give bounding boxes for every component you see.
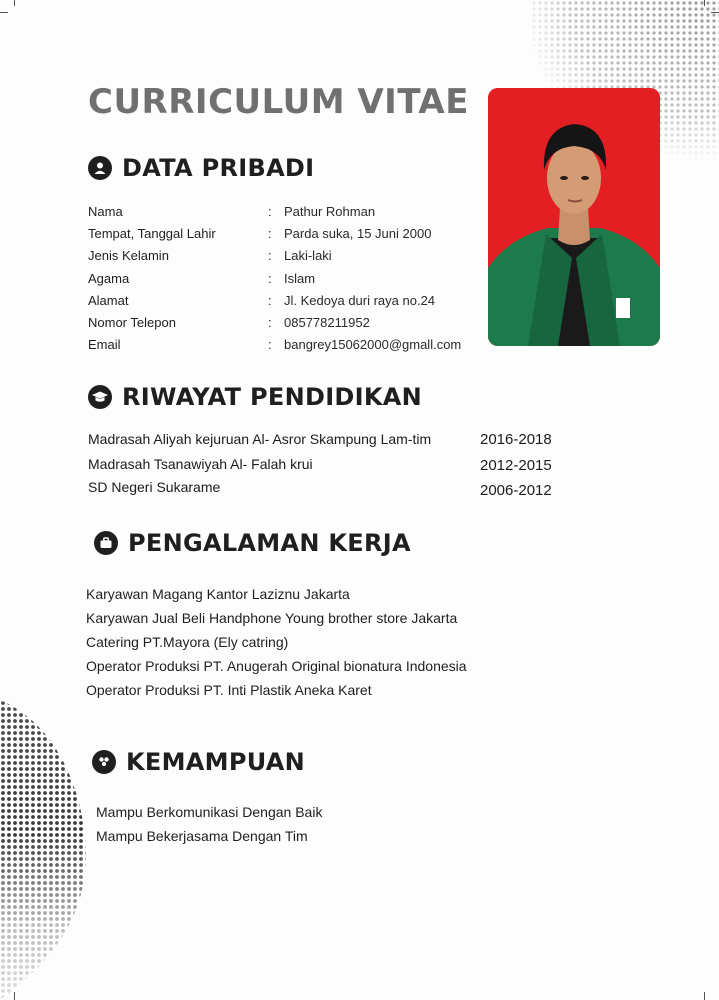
info-separator: : [268,315,272,331]
info-value: bangrey15062000@gmall.com [284,337,462,353]
list-item: Karyawan Jual Beli Handphone Young brother store Jakarta [86,610,458,626]
info-label: Nama [88,203,123,219]
info-label: Email [88,337,121,353]
info-row [88,267,488,289]
info-label: Agama [88,270,130,286]
info-separator: : [268,225,272,241]
section-heading-pengalaman-kerja [94,529,411,557]
education-item [88,431,588,456]
school-name: SD Negeri Sukarame [88,479,221,495]
info-row [88,334,488,356]
section-title: KEMAMPUAN [126,748,306,776]
info-separator: : [268,270,272,286]
info-row [88,311,488,333]
info-label: Tempat, Tanggal Lahir [88,225,216,241]
info-separator: : [268,248,272,264]
education-list [88,431,588,506]
info-separator: : [268,337,272,353]
info-value: Laki-laki [284,248,332,264]
info-label: Nomor Telepon [88,315,176,331]
crop-mark [14,0,15,6]
education-item [88,481,588,506]
info-row [88,222,488,244]
info-value: Jl. Kedoya duri raya no.24 [284,292,436,308]
profile-photo [488,88,660,346]
section-heading-riwayat-pendidikan [88,383,422,411]
info-label: Jenis Kelamin [88,248,169,264]
section-title: RIWAYAT PENDIDIKAN [122,383,423,411]
section-heading-kemampuan [92,748,305,776]
school-years: 2006-2012 [480,482,552,499]
list-item: Karyawan Magang Kantor Laziznu Jakarta [86,586,350,602]
list-item: Mampu Berkomunikasi Dengan Baik [96,804,323,820]
graduation-cap-icon [88,385,112,409]
section-title: PENGALAMAN KERJA [128,529,411,557]
education-item [88,456,588,481]
info-value: Islam [284,270,316,286]
info-value: Parda suka, 15 Juni 2000 [284,225,432,241]
list-item: Operator Produksi PT. Anugerah Original bionatura Indonesia [86,658,467,674]
people-icon [92,750,116,774]
list-item: Mampu Bekerjasama Dengan Tim [96,828,308,844]
info-row [88,245,488,267]
list-item: Catering PT.Mayora (Ely catring) [86,634,289,650]
section-title: DATA PRIBADI [122,154,315,182]
info-value: Pathur Rohman [284,203,376,219]
crop-mark [704,992,705,1000]
info-value: 085778211952 [284,315,370,331]
school-years: 2012-2015 [480,457,552,474]
skills-list [96,804,322,852]
halftone-decoration-left [0,700,90,1000]
info-separator: : [268,203,272,219]
info-label: Alamat [88,292,129,308]
crop-mark [0,12,8,13]
school-years: 2016-2018 [480,431,552,448]
briefcase-icon [94,531,118,555]
user-icon [88,156,112,180]
work-experience-list [86,586,467,706]
section-heading-data-pribadi [88,154,314,182]
list-item: Operator Produksi PT. Inti Plastik Aneka Karet [86,682,372,698]
info-row [88,289,488,311]
school-name: Madrasah Tsanawiyah Al- Falah krui [88,456,313,472]
page-title: CURRICULUM VITAE [88,82,469,122]
personal-info-list [88,200,488,356]
school-name: Madrasah Aliyah kejuruan Al- Asror Skampung Lam-tim [88,431,432,447]
info-row [88,200,488,222]
info-separator: : [268,292,272,308]
